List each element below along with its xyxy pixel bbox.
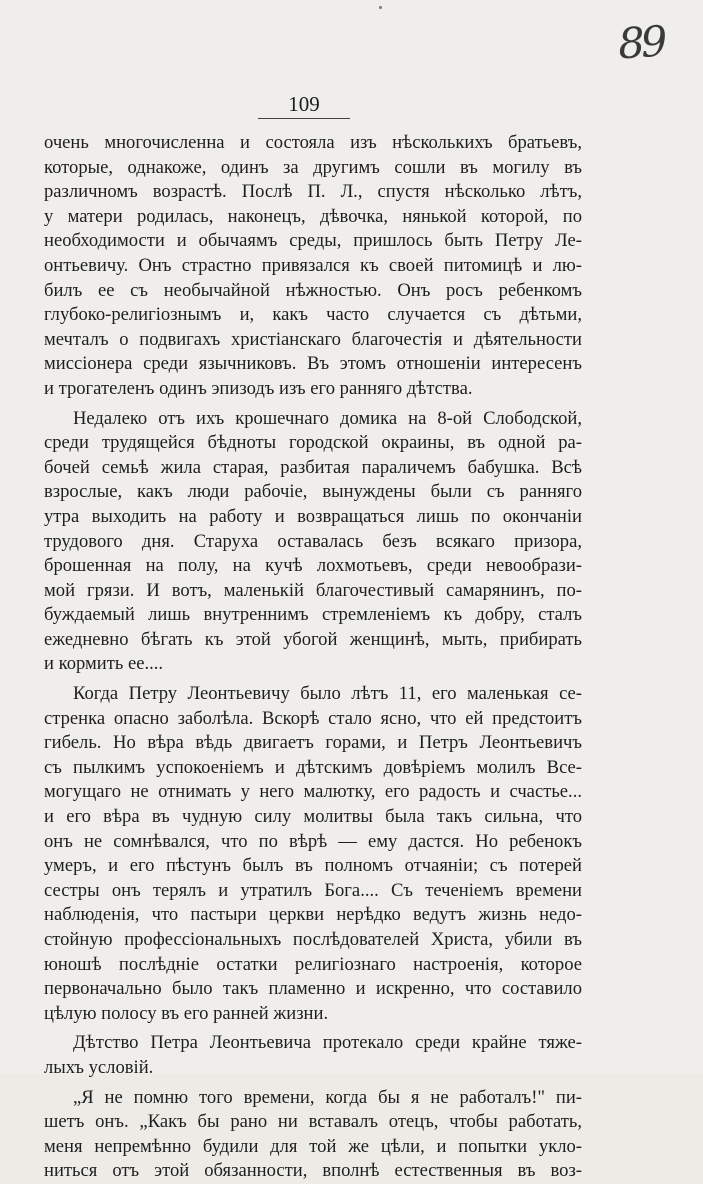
text-line: сестры онъ терялъ и утратилъ Бога.... Съ теченіемъ времени [44, 879, 582, 901]
text-line: мой грязи. И вотъ, маленькій благочестивый самарянинъ, по- [44, 579, 582, 601]
text-line: Когда Петру Леонтьевичу было лѣтъ 11, его маленькая се- [73, 683, 582, 705]
text-line: билъ ее съ необычайной нѣжностью. Онъ росъ ребенкомъ [44, 279, 582, 301]
text-line: Дѣтство Петра Леонтьевича протекало среди крайне тяже- [73, 1032, 582, 1054]
text-line: и трогателенъ одинъ эпизодъ изъ его ранняго дѣтства. [44, 377, 473, 399]
text-line: первоначально было такъ пламенно и искренно, что составило [44, 978, 582, 1000]
text-line: умеръ, и его пѣстунъ былъ въ полномъ отчаяніи; съ потерей [44, 855, 582, 877]
text-line: стренка опасно заболѣла. Вскорѣ стало ясно, что ей предстоитъ [44, 707, 582, 729]
text-line: онтьевичу. Онъ страстно привязался къ своей питомицѣ и лю- [44, 254, 582, 276]
text-line: взрослые, какъ люди рабочіе, вынуждены были съ ранняго [44, 481, 582, 503]
text-line: брошенная на полу, на кучѣ лохмотьевъ, среди невообрази- [44, 555, 582, 577]
text-line: и кормить ее.... [44, 653, 164, 675]
text-line: шетъ онъ. „Какъ бы рано ни вставалъ отецъ, чтобы работать, [44, 1111, 582, 1133]
text-line: различномъ возрастѣ. Послѣ П. Л., спустя нѣсколько лѣтъ, [44, 181, 582, 203]
page-header [258, 92, 350, 119]
text-line: у матери родилась, наконецъ, дѣвочка, нянькой которой, по [44, 205, 582, 227]
text-line: онъ не сомнѣвался, что по вѣрѣ — ему дастся. Но ребенокъ [44, 830, 582, 852]
ink-speck [379, 6, 382, 9]
text-line: могущаго не отнимать у него малютку, его радость и счастье... [44, 781, 582, 803]
header-rule [258, 118, 350, 119]
text-line: необходимости и обычаямъ среды, пришлось быть Петру Ле- [44, 230, 582, 252]
text-line: наблюденія, что пастыри церкви нерѣдко ведутъ жизнь недо- [44, 904, 582, 926]
paragraph [44, 1086, 582, 1184]
text-line: миссіонера среди язычниковъ. Въ этомъ отношеніи интересенъ [44, 353, 582, 375]
text-line: ежедневно бѣгать къ этой убогой женщинѣ, мыть, прибирать [44, 628, 582, 650]
text-line: „Я не помню того времени, когда бы я не работалъ!" пи- [73, 1086, 582, 1108]
text-line: утра выходить на работу и возвращаться лишь по окончаніи [44, 505, 582, 527]
text-line: которые, однакоже, одинъ за другимъ сошли въ могилу въ [44, 156, 582, 178]
text-line: стойную профессіональныхъ послѣдователей Христа, убили въ [44, 929, 582, 950]
text-line: Недалеко отъ ихъ крошечнаго домика на 8-ой Слободской, [73, 407, 582, 429]
page-number: 109 [288, 92, 320, 116]
text-line: ниться отъ этой обязанности, вполнѣ естественныя въ воз- [44, 1160, 582, 1182]
text-line: цѣлую полосу въ его ранней жизни. [44, 1002, 329, 1024]
text-line: юношѣ послѣдніе остатки религіознаго настроенія, которое [44, 953, 582, 975]
body-text [44, 131, 582, 1184]
text-line: буждаемый лишь внутреннимъ стремленіемъ къ добру, сталъ [44, 604, 582, 626]
text-line: трудового дня. Старуха оставалась безъ всякаго призора, [44, 530, 582, 552]
text-line: лыхъ условій. [44, 1056, 154, 1078]
text-line: глубоко-религіознымъ и, какъ часто случается съ дѣтьми, [44, 304, 582, 326]
text-line: очень многочисленна и состояла изъ нѣсколькихъ братьевъ, [44, 132, 582, 153]
text-line: бочей семьѣ жила старая, разбитая параличемъ бабушка. Всѣ [44, 456, 582, 478]
text-line: гибель. Но вѣра вѣдь двигаетъ горами, и Петръ Леонтьевичъ [44, 732, 582, 754]
text-line: меня непремѣнно будили для той же цѣли, и попытки укло- [44, 1135, 582, 1157]
text-line: среди трудящейся бѣдноты городской окраины, въ одной ра- [44, 432, 582, 454]
text-line: мечталъ о подвигахъ христіанскаго благочестія и дѣятельности [44, 328, 582, 350]
paragraph [44, 407, 582, 678]
text-line: и его вѣра въ чудную силу молитвы была такъ сильна, что [44, 806, 582, 828]
paragraph [44, 682, 582, 1026]
paragraph [44, 1031, 582, 1080]
paragraph [44, 131, 582, 402]
handwritten-folio-number: 89 [615, 16, 665, 69]
text-line: съ пылкимъ успокоеніемъ и дѣтскимъ довѣріемъ молилъ Все- [44, 756, 582, 778]
